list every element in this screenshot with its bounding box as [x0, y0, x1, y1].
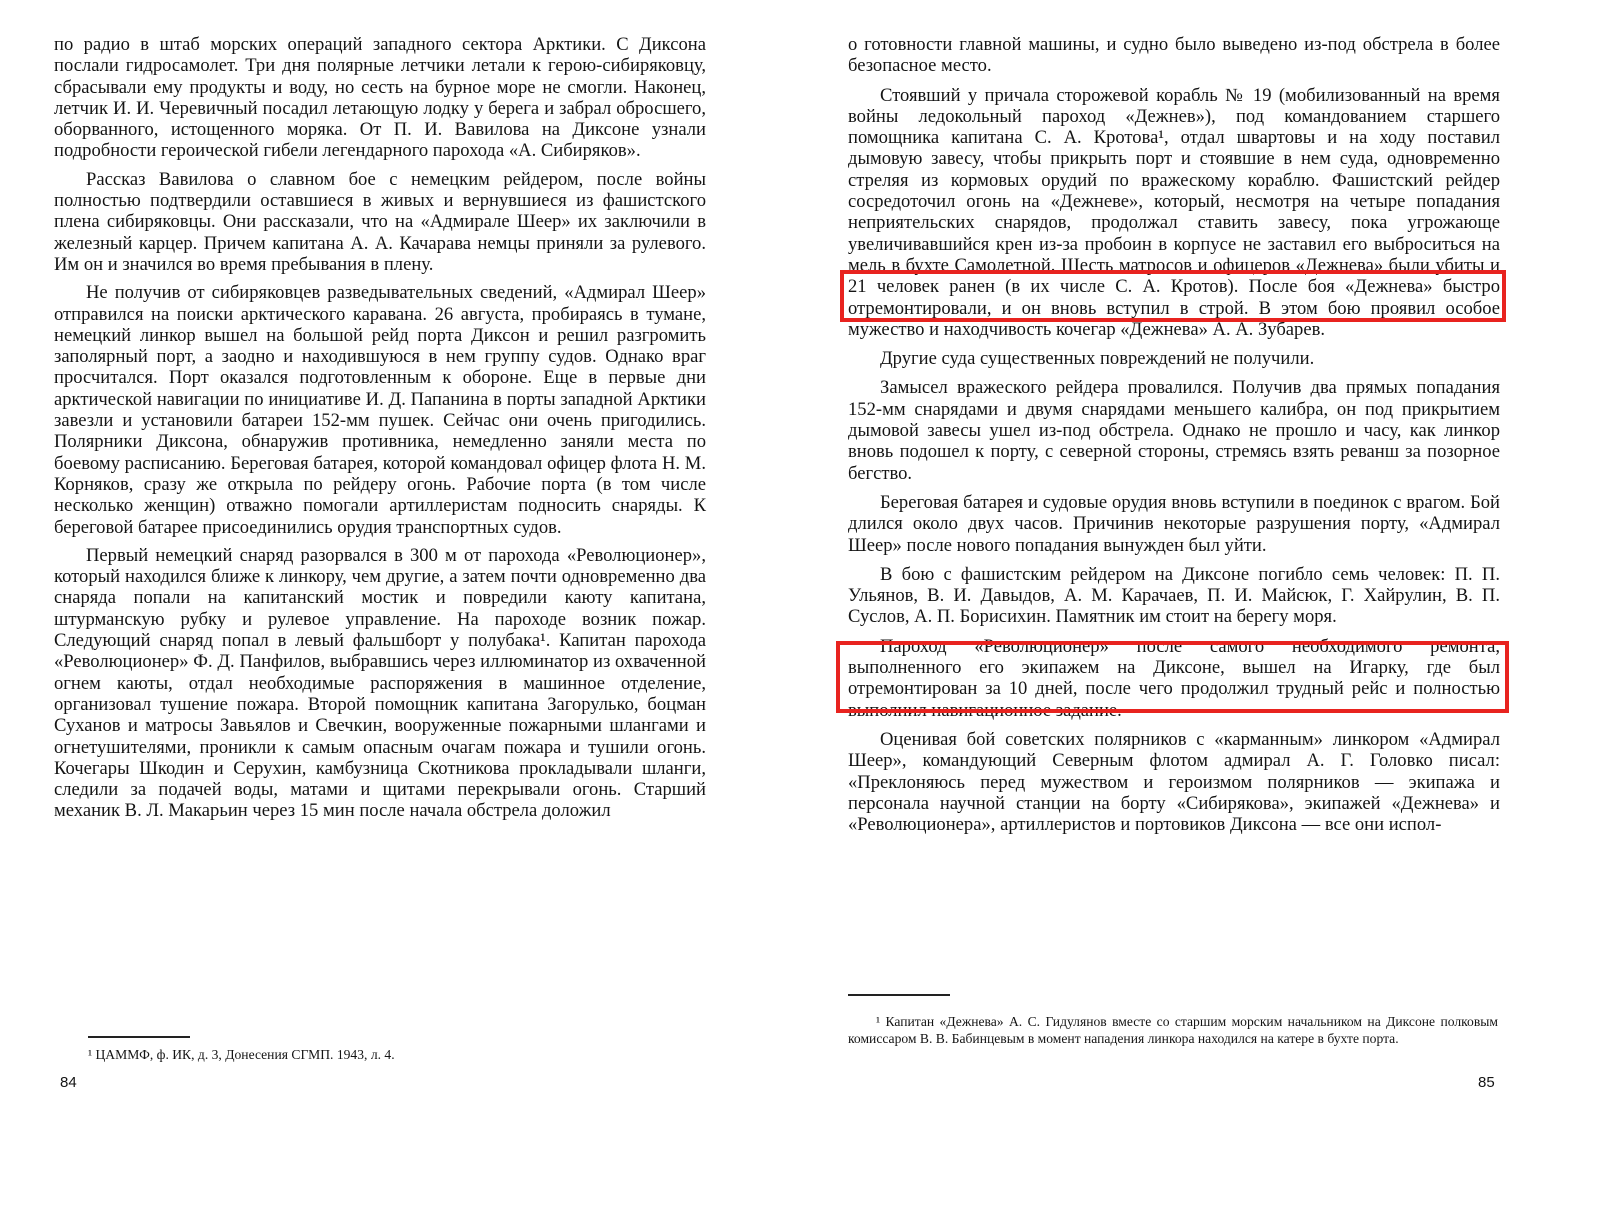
left-footnote-rule — [88, 1036, 190, 1038]
right-paragraph-3: Другие суда существенных повреждений не получили. — [880, 348, 1315, 370]
right-paragraph-1: о готовности главной машины, и судно было выведено из-под обстрела в более безопасное место. — [848, 34, 1500, 77]
left-paragraph-1: по радио в штаб морских операций западного сектора Арктики. С Диксона послали гидросамолет. Три дня полярные летчики летали к герою-сибиряковцу, сбрасывали ему продукты и воду, но сесть на бурное море не смогли. Наконец, летчик И. И. Черевичный посадил летающую лодку у берега и забрал обросшего, оборванного, истощенного моряка. От П. И. Вавилова на Диксоне узнали подробности героической гибели легендарного парохода «А. Сибиряков». — [54, 34, 706, 162]
left-paragraph-3: Не получив от сибиряковцев разведывательных сведений, «Адмирал Шеер» отправился на поиски арктического каравана. 26 августа, пробираясь в тумане, немецкий линкор вышел на большой рейд порта Диксон и решил разгромить заполярный порт, а заодно и находившуюся в нем группу судов. Однако враг просчитался. Порт оказался подготовленным к обороне. Еще в первые дни арктической навигации по инициативе И. Д. Папанина в порты западной Арктики завезли и установили батареи 152-мм пушек. Сейчас они очень пригодились. Полярники Диксона, обнаружив противника, немедленно заняли места по боевому расписанию. Береговая батарея, которой командовал офицер флота Н. М. Корняков, сразу же открыла по рейдеру огонь. Рабочие порта (в том числе несколько женщин) отважно помогали артиллеристам подносить снаряды. К береговой батарее присоединились орудия транспортных судов. — [54, 282, 706, 538]
right-paragraph-6: В бою с фашистским рейдером на Диксоне погибло семь человек: П. П. Ульянов, В. И. Давыдов, А. М. Карачаев, П. И. Майсюк, Г. Хайрулин, В. П. Суслов, А. П. Борисихин. Памятник им стоит на берегу моря. — [848, 563, 1500, 628]
right-paragraph-4: Замысел вражеского рейдера провалился. Получив два прямых попадания 152-мм снарядами и двумя снарядами меньшего калибра, он под прикрытием дымовой завесы ушел из-под обстрела. Однако не прошло и часу, как линкор вновь подошел к порту, с северной стороны, стремясь взять реванш за позорное бегство. — [848, 377, 1500, 484]
left-page-number: 84 — [60, 1074, 77, 1091]
right-page — [848, 34, 1500, 843]
right-paragraph-5: Береговая батарея и судовые орудия вновь вступили в поединок с врагом. Бой длился около двух часов. Причинив некоторые разрушения порту, «Адмирал Шеер» после нового попадания вынужден был уйти. — [848, 491, 1500, 556]
left-footnote — [88, 1046, 708, 1063]
right-paragraph-2: Стоявший у причала сторожевой корабль № 19 (мобилизованный на время войны ледокольный пароход «Дежнев»), под командованием старшего помощника капитана С. А. Кротова¹, отдал швартовы и на ходу поставил дымовую завесу, чтобы прикрыть порт и стоявшие в нем суда, одновременно стреляя из кормовых орудий по вражескому кораблю. Фашистский рейдер сосредоточил огонь на «Дежневе», который, несмотря на четыре попадания неприятельских снарядов, продолжал ставить завесу, пока угрожающе увеличивавшийся крен из-за пробоин в корпусе не заставил его выброситься на мель в бухте Самолетной. Шесть матросов и офицеров «Дежнева» были убиты и 21 человек ранен (в их числе С. А. Кротов). После боя «Дежнева» быстро отремонтировали, и он вновь вступил в строй. В этом бою проявил особое мужество и находчивость кочегар «Дежнева» А. А. Зубарев. — [848, 84, 1500, 340]
left-page — [54, 34, 706, 829]
right-paragraph-8: Оценивая бой советских полярников с «карманным» линкором «Адмирал Шеер», командующий Северным флотом адмирал А. Г. Головко писал: «Преклоняюсь перед мужеством и героизмом полярников — экипажа и персонала научной станции на борту «Сибирякова», экипажей «Дежнева» и «Революционера», артиллеристов и портовиков Диксона — все они испол- — [848, 728, 1500, 836]
right-paragraph-7: Пароход «Революционер» после самого необходимого ремонта, выполненного его экипажем на Диксоне, вышел на Игарку, где был отремонтирован за 10 дней, после чего продолжил трудный рейс и полностью выполнил навигационное задание. — [848, 635, 1500, 721]
right-footnote: ¹ Капитан «Дежнева» А. С. Гидулянов вместе со старшим морским начальником на Диксоне полковым комиссаром В. В. Бабинцевым в момент нападения линкора находился на катере в бухте порта. — [848, 1014, 1498, 1046]
right-page-number: 85 — [1478, 1074, 1495, 1091]
left-paragraph-4: Первый немецкий снаряд разорвался в 300 м от парохода «Революционер», который находился ближе к линкору, чем другие, а затем почти одновременно два снаряда попали на капитанский мостик и повредили каюту капитана, штурманскую рубку и рулевое управление. На пароходе возник пожар. Следующий снаряд попал в левый фальшборт у полубака¹. Капитан парохода «Революционер» Ф. Д. Панфилов, выбравшись через иллюминатор из охваченной огнем каюты, отдал необходимые распоряжения в машинное отделение, организовал тушение пожара. Второй помощник капитана Загорулько, боцман Суханов и матросы Завьялов и Свечкин, вооруженные пожарными шлангами и огнетушителями, проникли к самым опасным очагам пожара и тушили огонь. Кочегары Шкодин и Серухин, камбузница Скотникова прокладывали шланги, следили за подачей воды, матами и щитами перекрывали огонь. Старший механик В. Л. Макарьин через 15 мин после начала обстрела доложил — [54, 544, 706, 822]
left-paragraph-2: Рассказ Вавилова о славном бое с немецким рейдером, после войны полностью подтвердили оставшиеся в живых и вернувшиеся из фашистского плена сибиряковцы. Они рассказали, что на «Адмирале Шеер» их заключили в железный карцер. Причем капитана А. А. Качарава немцы приняли за рулевого. Им он и значился во время пребывания в плену. — [54, 168, 706, 275]
right-footnote-rule — [848, 994, 950, 996]
left-footnote-text: ¹ ЦАММФ, ф. ИК, д. 3, Донесения СГМП. 1943, л. 4. — [88, 1047, 395, 1062]
